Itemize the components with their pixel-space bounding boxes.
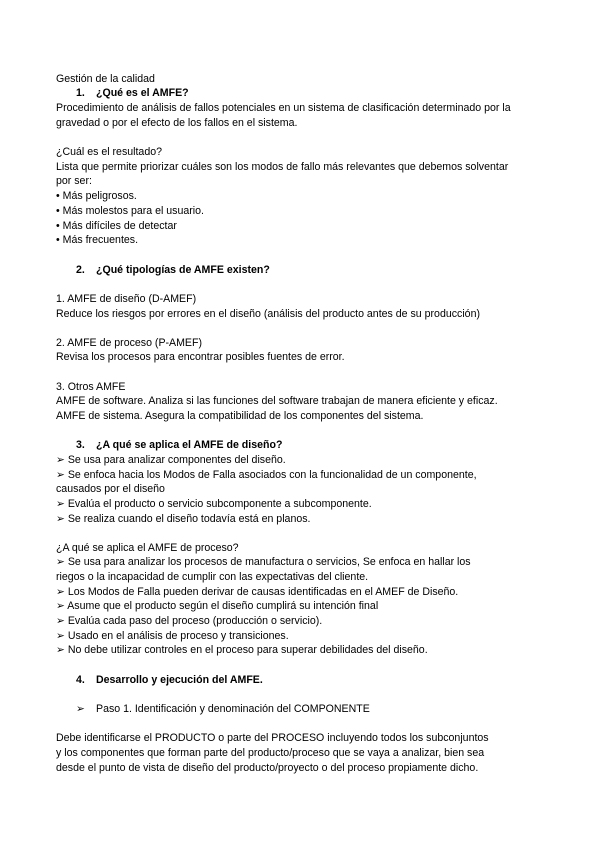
list-item: ➢ Se usa para analizar los procesos de manufactura o servicios, Se enfoca en hallar los [56,556,471,568]
paragraph-line: Lista que permite priorizar cuáles son los modos de fallo más relevantes que debemos solventar [56,161,509,173]
other-amfe-title: 3. Otros AMFE [56,381,126,393]
paragraph-line: AMFE de software. Analiza si las funciones del software trabajan de manera eficiente y eficaz. [56,395,498,407]
design-amfe-title: 1. AMFE de diseño (D-AMEF) [56,293,197,305]
list-item: ➢ No debe utilizar controles en el proceso para superar debilidades del diseño. [56,644,428,656]
list-item: ➢ Los Modos de Falla pueden derivar de causas identificadas en el AMEF de Diseño. [56,586,459,598]
document-header: Gestión de la calidad [56,73,155,85]
bullet-item: • Más peligrosos. [56,190,137,202]
section-2-number: 2. [76,264,85,276]
section-1-heading: ¿Qué es el AMFE? [96,87,189,99]
bullet-item: • Más difíciles de detectar [56,220,177,232]
list-item-continued: riegos o la incapacidad de cumplir con las expectativas del cliente. [56,571,369,583]
list-item-continued: causados por el diseño [56,483,165,495]
paragraph-line: Reduce los riesgos por errores en el diseño (análisis del producto antes de su producción) [56,308,480,320]
bullet-item: • Más frecuentes. [56,234,139,246]
list-item: ➢ Usado en el análisis de proceso y transiciones. [56,630,289,642]
list-item: ➢ Evalúa el producto o servicio subcomponente a subcomponente. [56,498,372,510]
list-item: ➢ Se enfoca hacia los Modos de Falla asociados con la funcionalidad de un componente, [56,469,477,481]
result-question: ¿Cuál es el resultado? [56,146,162,158]
paragraph-line: desde el punto de vista de diseño del producto/proyecto o del proceso propiamente dicho. [56,762,479,774]
section-3-number: 3. [76,439,85,451]
paragraph-line: Procedimiento de análisis de fallos potenciales en un sistema de clasificación determinado por la [56,102,511,114]
bullet-item: • Más molestos para el usuario. [56,205,204,217]
paragraph-line: Revisa los procesos para encontrar posibles fuentes de error. [56,351,345,363]
section-2-heading: ¿Qué tipologías de AMFE existen? [96,264,270,276]
step-arrow-icon: ➢ [76,703,85,715]
section-3-heading: ¿A qué se aplica el AMFE de diseño? [96,439,283,451]
list-item: ➢ Asume que el producto según el diseño cumplirá su intención final [56,600,379,612]
section-1-number: 1. [76,87,85,99]
paragraph-line: gravedad o por el efecto de los fallos en el sistema. [56,117,298,129]
list-item: ➢ Se usa para analizar componentes del diseño. [56,454,286,466]
paragraph-line: por ser: [56,175,92,187]
paragraph-line: y los componentes que forman parte del producto/proceso que se vaya a analizar, bien sea [56,747,485,759]
section-4-heading: Desarrollo y ejecución del AMFE. [96,674,263,686]
process-amfe-title: 2. AMFE de proceso (P-AMEF) [56,337,202,349]
section-4-number: 4. [76,674,85,686]
process-question: ¿A qué se aplica el AMFE de proceso? [56,542,239,554]
paragraph-line: AMFE de sistema. Asegura la compatibilidad de los componentes del sistema. [56,410,424,422]
list-item: ➢ Se realiza cuando el diseño todavía está en planos. [56,513,311,525]
paragraph-line: Debe identificarse el PRODUCTO o parte del PROCESO incluyendo todos los subconjuntos [56,732,489,744]
step-1-label: Paso 1. Identificación y denominación del COMPONENTE [96,703,370,715]
list-item: ➢ Evalúa cada paso del proceso (producción o servicio). [56,615,323,627]
